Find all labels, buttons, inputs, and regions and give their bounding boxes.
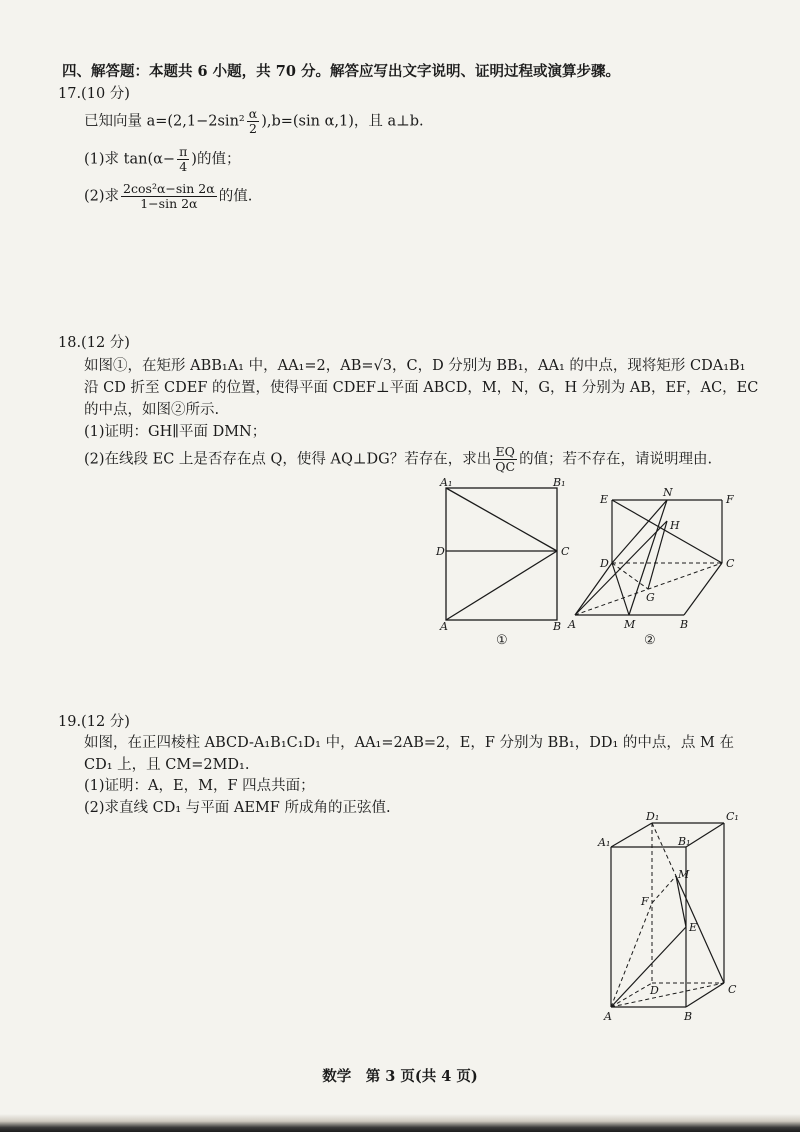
fraction-denominator: 4 bbox=[179, 159, 188, 174]
label-c: C bbox=[561, 545, 570, 558]
fraction-numerator: α bbox=[248, 106, 258, 121]
label-b: B bbox=[684, 1010, 693, 1023]
part-text: (2)求 bbox=[84, 188, 120, 205]
figure-caption: ① bbox=[496, 633, 508, 648]
fraction-denominator: 1−sin 2α bbox=[140, 196, 198, 211]
label-b: B bbox=[680, 618, 689, 631]
label-m: M bbox=[678, 868, 690, 881]
page-bottom-edge bbox=[0, 1114, 800, 1132]
part-text: 的值；若不存在，请说明理由. bbox=[519, 451, 713, 468]
label-a: A bbox=[440, 620, 448, 633]
label-d1: D₁ bbox=[646, 810, 660, 823]
part-text: )的值； bbox=[191, 151, 241, 168]
label-d: D bbox=[600, 557, 609, 570]
question-stem-line: CD₁ 上，且 CM=2MD₁. bbox=[84, 757, 250, 773]
question-part-1: (1)证明：A，E，M，F 四点共面； bbox=[84, 778, 315, 794]
edge-a1d1 bbox=[611, 823, 652, 847]
segment-ac-hidden bbox=[611, 983, 724, 1007]
label-a1: A₁ bbox=[598, 836, 611, 849]
label-a: A bbox=[568, 618, 576, 631]
label-a: A bbox=[604, 1010, 612, 1023]
question-stem-line: 的中点，如图②所示. bbox=[84, 402, 220, 418]
label-c1: C₁ bbox=[726, 810, 739, 823]
question-stem-line: 如图，在正四棱柱 ABCD-A₁B₁C₁D₁ 中，AA₁=2AB=2，E，F 分别为 BB₁，DD₁ 的中点，点 M 在 bbox=[84, 735, 734, 751]
segment-d1m-hidden bbox=[652, 823, 676, 876]
fraction-numerator: EQ bbox=[493, 445, 517, 460]
question-part-2: (2)求直线 CD₁ 与平面 AEMF 所成角的正弦值. bbox=[84, 800, 391, 816]
part-text: (2)在线段 EC 上是否存在点 Q，使得 AQ⊥DG？若存在，求出 bbox=[84, 451, 492, 468]
label-d: D bbox=[436, 545, 445, 558]
label-h: H bbox=[670, 519, 680, 532]
label-n: N bbox=[663, 486, 673, 499]
fraction-numerator: 2cos²α−sin 2α bbox=[123, 181, 215, 196]
stem-text: 已知向量 a=(2,1−2sin² bbox=[84, 113, 245, 130]
label-c: C bbox=[728, 983, 737, 996]
section-header: 四、解答题：本题共 6 小题，共 70 分。解答应写出文字说明、证明过程或演算步骤。 bbox=[62, 63, 620, 80]
question-number: 18.(12 分) bbox=[58, 335, 130, 351]
figure-caption: ② bbox=[644, 633, 656, 648]
label-b1: B₁ bbox=[553, 476, 566, 489]
label-e: E bbox=[600, 493, 609, 506]
label-m: M bbox=[624, 618, 636, 631]
label-a1: A₁ bbox=[440, 476, 453, 489]
segment-fm-hidden bbox=[652, 876, 676, 903]
label-e: E bbox=[689, 921, 698, 934]
label-f: F bbox=[726, 493, 734, 506]
edge-b1c1 bbox=[686, 823, 724, 847]
edge-bc bbox=[686, 983, 724, 1007]
stem-text: ),b=(sin α,1)，且 a⊥b. bbox=[261, 113, 424, 130]
label-b1: B₁ bbox=[678, 835, 691, 848]
question-stem-line: 沿 CD 折至 CDEF 的位置，使得平面 CDEF⊥平面 ABCD，M，N，G，H 分别为 AB，EF，AC，EC bbox=[84, 380, 759, 396]
fraction-denominator: 2 bbox=[248, 121, 257, 136]
fraction-denominator: QC bbox=[495, 459, 516, 474]
fraction-numerator: π bbox=[179, 144, 188, 159]
part-text: 的值. bbox=[218, 188, 253, 205]
question-part-1: (1)证明：GH∥平面 DMN； bbox=[84, 424, 267, 440]
label-c: C bbox=[726, 557, 735, 570]
edge-ad-hidden bbox=[611, 983, 652, 1007]
segment-af-hidden bbox=[611, 903, 652, 1007]
page-footer: 数学 第 3 页(共 4 页) bbox=[322, 1068, 478, 1085]
question-number: 19.(12 分) bbox=[58, 714, 130, 730]
segment-em bbox=[676, 876, 686, 927]
part-text: (1)求 tan(α− bbox=[84, 151, 176, 168]
segment-ae bbox=[611, 927, 686, 1007]
question-number: 17.(10 分) bbox=[58, 86, 130, 102]
label-b: B bbox=[553, 620, 562, 633]
label-g: G bbox=[646, 591, 655, 604]
label-f: F bbox=[641, 895, 649, 908]
label-d: D bbox=[650, 984, 659, 997]
question-stem-line: 如图①，在矩形 ABB₁A₁ 中，AA₁=2，AB=√3，C，D 分别为 BB₁，AA₁ 的中点，现将矩形 CDA₁B₁ bbox=[84, 358, 746, 374]
